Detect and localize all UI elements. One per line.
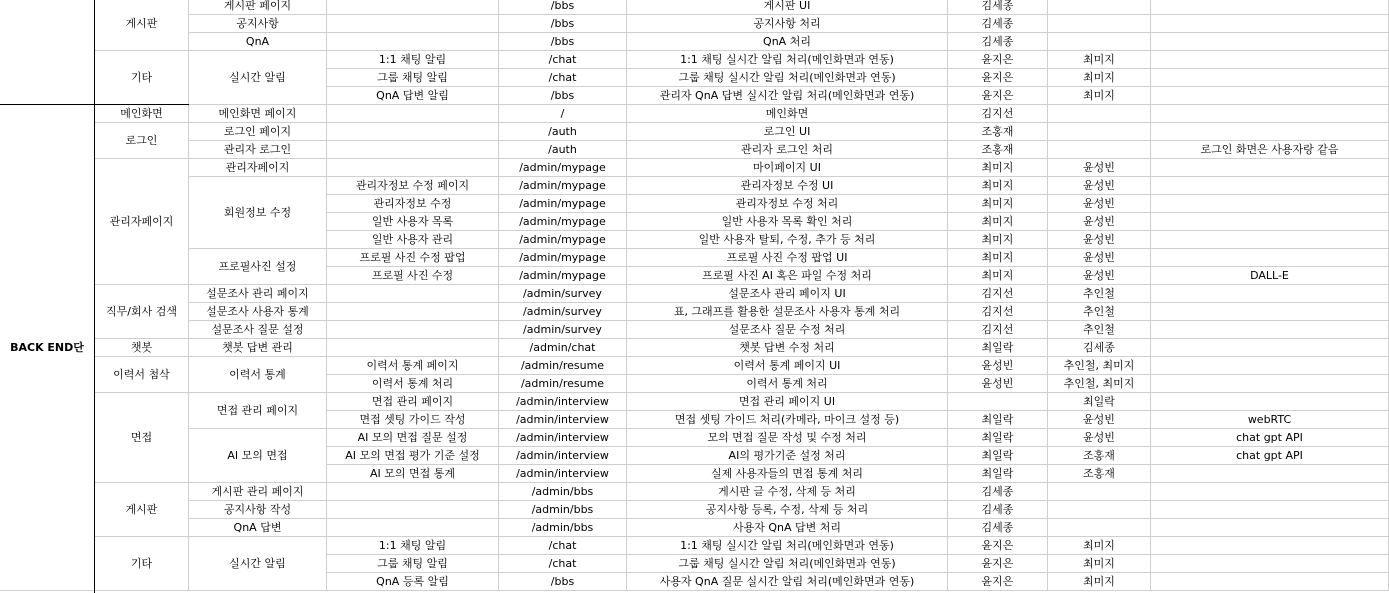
note-cell[interactable] — [1151, 177, 1389, 195]
route-cell[interactable]: /admin/interview — [499, 465, 627, 483]
sub-page-cell[interactable]: 프로필 사진 수정 팝업 — [327, 249, 499, 267]
note-cell[interactable] — [1151, 339, 1389, 357]
route-cell[interactable]: /admin/mypage — [499, 213, 627, 231]
note-cell[interactable] — [1151, 33, 1389, 51]
description-cell[interactable]: 게시판 글 수정, 삭제 등 처리 — [627, 483, 948, 501]
route-cell[interactable]: /admin/interview — [499, 429, 627, 447]
sub-page-cell[interactable] — [327, 303, 499, 321]
route-cell[interactable]: /chat — [499, 51, 627, 69]
description-cell[interactable]: 관리자 로그인 처리 — [627, 141, 948, 159]
route-cell[interactable]: /bbs — [499, 15, 627, 33]
route-cell[interactable]: /auth — [499, 141, 627, 159]
assignee-cell[interactable]: 최미지 — [948, 267, 1048, 285]
assignee-cell[interactable]: 최미지 — [948, 177, 1048, 195]
reviewer-cell[interactable] — [1048, 15, 1151, 33]
reviewer-cell[interactable] — [1048, 141, 1151, 159]
subgroup-cell[interactable]: 이력서 통계 — [189, 357, 327, 393]
sub-page-cell[interactable] — [327, 159, 499, 177]
sub-page-cell[interactable] — [327, 519, 499, 537]
sub-page-cell[interactable]: 그룹 채팅 알림 — [327, 555, 499, 573]
reviewer-cell[interactable] — [1048, 105, 1151, 123]
description-cell[interactable]: 공지사항 등록, 수정, 삭제 등 처리 — [627, 501, 948, 519]
sub-page-cell[interactable]: 1:1 채팅 알림 — [327, 51, 499, 69]
page-cell[interactable]: 설문조사 질문 설정 — [189, 321, 327, 339]
note-cell[interactable] — [1151, 501, 1389, 519]
description-cell[interactable]: 메인화면 — [627, 105, 948, 123]
reviewer-cell[interactable]: 최일락 — [1048, 393, 1151, 411]
assignee-cell[interactable]: 최일락 — [948, 447, 1048, 465]
description-cell[interactable]: 공지사항 처리 — [627, 15, 948, 33]
note-cell[interactable] — [1151, 537, 1389, 555]
assignee-cell[interactable]: 최일락 — [948, 465, 1048, 483]
description-cell[interactable]: 실제 사용자들의 면접 통계 처리 — [627, 465, 948, 483]
assignee-cell[interactable]: 김지선 — [948, 303, 1048, 321]
description-cell[interactable]: 설문조사 관리 페이지 UI — [627, 285, 948, 303]
reviewer-cell[interactable]: 윤성빈 — [1048, 159, 1151, 177]
subgroup-cell[interactable]: 프로필사진 설정 — [189, 249, 327, 285]
sub-page-cell[interactable]: 1:1 채팅 알림 — [327, 537, 499, 555]
group-cell[interactable]: 기타 — [95, 51, 189, 105]
assignee-cell[interactable]: 조홍재 — [948, 123, 1048, 141]
route-cell[interactable]: /auth — [499, 123, 627, 141]
page-cell[interactable]: 게시판 페이지 — [189, 0, 327, 15]
group-cell[interactable]: 관리자페이지 — [95, 159, 189, 285]
note-cell[interactable] — [1151, 105, 1389, 123]
reviewer-cell[interactable]: 조홍재 — [1048, 465, 1151, 483]
sub-page-cell[interactable]: 관리자정보 수정 페이지 — [327, 177, 499, 195]
group-cell[interactable]: 이력서 첨삭 — [95, 357, 189, 393]
route-cell[interactable]: /admin/resume — [499, 357, 627, 375]
route-cell[interactable]: /admin/mypage — [499, 249, 627, 267]
reviewer-cell[interactable]: 윤성빈 — [1048, 213, 1151, 231]
note-cell[interactable] — [1151, 519, 1389, 537]
page-cell[interactable]: 설문조사 사용자 통계 — [189, 303, 327, 321]
description-cell[interactable]: 모의 면접 질문 작성 및 수정 처리 — [627, 429, 948, 447]
description-cell[interactable]: 이력서 통계 페이지 UI — [627, 357, 948, 375]
reviewer-cell[interactable]: 윤성빈 — [1048, 411, 1151, 429]
assignee-cell[interactable]: 윤성빈 — [948, 375, 1048, 393]
reviewer-cell[interactable]: 추인철 — [1048, 303, 1151, 321]
note-cell[interactable] — [1151, 51, 1389, 69]
note-cell[interactable] — [1151, 321, 1389, 339]
reviewer-cell[interactable]: 윤성빈 — [1048, 195, 1151, 213]
note-cell[interactable] — [1151, 375, 1389, 393]
route-cell[interactable]: /chat — [499, 555, 627, 573]
page-cell[interactable]: 관리자페이지 — [189, 159, 327, 177]
subgroup-cell[interactable]: 면접 관리 페이지 — [189, 393, 327, 429]
sub-page-cell[interactable] — [327, 123, 499, 141]
description-cell[interactable]: 표, 그래프를 활용한 설문조사 사용자 통계 처리 — [627, 303, 948, 321]
sub-page-cell[interactable] — [327, 141, 499, 159]
assignee-cell[interactable]: 최미지 — [948, 231, 1048, 249]
reviewer-cell[interactable]: 윤성빈 — [1048, 267, 1151, 285]
description-cell[interactable]: 1:1 채팅 실시간 알림 처리(메인화면과 연동) — [627, 537, 948, 555]
sub-page-cell[interactable]: 일반 사용자 관리 — [327, 231, 499, 249]
page-cell[interactable]: 공지사항 — [189, 15, 327, 33]
sub-page-cell[interactable]: QnA 등록 알림 — [327, 573, 499, 591]
group-cell[interactable]: 면접 — [95, 393, 189, 483]
sub-page-cell[interactable]: 면접 셋팅 가이드 작성 — [327, 411, 499, 429]
assignee-cell[interactable]: 최미지 — [948, 213, 1048, 231]
note-cell[interactable] — [1151, 555, 1389, 573]
route-cell[interactable]: /admin/interview — [499, 411, 627, 429]
route-cell[interactable]: /admin/bbs — [499, 501, 627, 519]
reviewer-cell[interactable]: 최미지 — [1048, 87, 1151, 105]
assignee-cell[interactable]: 최미지 — [948, 159, 1048, 177]
reviewer-cell[interactable]: 추인철, 최미지 — [1048, 357, 1151, 375]
note-cell[interactable] — [1151, 15, 1389, 33]
reviewer-cell[interactable]: 윤성빈 — [1048, 249, 1151, 267]
route-cell[interactable]: /admin/resume — [499, 375, 627, 393]
assignee-cell[interactable] — [948, 393, 1048, 411]
route-cell[interactable]: /admin/mypage — [499, 177, 627, 195]
sub-page-cell[interactable] — [327, 501, 499, 519]
reviewer-cell[interactable]: 최미지 — [1048, 573, 1151, 591]
reviewer-cell[interactable] — [1048, 483, 1151, 501]
route-cell[interactable]: /admin/interview — [499, 393, 627, 411]
note-cell[interactable] — [1151, 0, 1389, 15]
subgroup-cell[interactable]: 실시간 알림 — [189, 537, 327, 591]
reviewer-cell[interactable]: 최미지 — [1048, 537, 1151, 555]
note-cell[interactable]: chat gpt API — [1151, 447, 1389, 465]
route-cell[interactable]: /admin/mypage — [499, 195, 627, 213]
page-cell[interactable]: 설문조사 관리 페이지 — [189, 285, 327, 303]
description-cell[interactable]: 마이페이지 UI — [627, 159, 948, 177]
sub-page-cell[interactable]: 그룹 채팅 알림 — [327, 69, 499, 87]
page-cell[interactable]: 공지사항 작성 — [189, 501, 327, 519]
assignee-cell[interactable]: 김지선 — [948, 285, 1048, 303]
note-cell[interactable] — [1151, 573, 1389, 591]
subgroup-cell[interactable]: AI 모의 면접 — [189, 429, 327, 483]
page-cell[interactable]: 로그인 페이지 — [189, 123, 327, 141]
description-cell[interactable]: 챗봇 답변 수정 처리 — [627, 339, 948, 357]
page-cell[interactable]: 관리자 로그인 — [189, 141, 327, 159]
assignee-cell[interactable]: 김지선 — [948, 105, 1048, 123]
page-cell[interactable]: 게시판 관리 페이지 — [189, 483, 327, 501]
route-cell[interactable]: /chat — [499, 69, 627, 87]
reviewer-cell[interactable]: 조홍재 — [1048, 447, 1151, 465]
group-cell[interactable]: 챗봇 — [95, 339, 189, 357]
sub-page-cell[interactable]: 관리자정보 수정 — [327, 195, 499, 213]
note-cell[interactable] — [1151, 123, 1389, 141]
sub-page-cell[interactable]: AI 모의 면접 질문 설정 — [327, 429, 499, 447]
note-cell[interactable]: 로그인 화면은 사용자랑 같음 — [1151, 141, 1389, 159]
reviewer-cell[interactable]: 윤성빈 — [1048, 177, 1151, 195]
sub-page-cell[interactable]: AI 모의 면접 평가 기준 설정 — [327, 447, 499, 465]
reviewer-cell[interactable] — [1048, 0, 1151, 15]
sub-page-cell[interactable] — [327, 0, 499, 15]
note-cell[interactable] — [1151, 87, 1389, 105]
description-cell[interactable]: 프로필 사진 AI 혹은 파일 수정 처리 — [627, 267, 948, 285]
sub-page-cell[interactable]: 프로필 사진 수정 — [327, 267, 499, 285]
assignee-cell[interactable]: 김세종 — [948, 501, 1048, 519]
route-cell[interactable]: / — [499, 105, 627, 123]
sub-page-cell[interactable] — [327, 321, 499, 339]
assignee-cell[interactable]: 김세종 — [948, 15, 1048, 33]
route-cell[interactable]: /bbs — [499, 573, 627, 591]
description-cell[interactable]: QnA 처리 — [627, 33, 948, 51]
note-cell[interactable] — [1151, 213, 1389, 231]
route-cell[interactable]: /bbs — [499, 0, 627, 15]
reviewer-cell[interactable]: 추인철 — [1048, 321, 1151, 339]
route-cell[interactable]: /admin/mypage — [499, 231, 627, 249]
reviewer-cell[interactable]: 최미지 — [1048, 51, 1151, 69]
sub-page-cell[interactable] — [327, 285, 499, 303]
assignee-cell[interactable]: 김세종 — [948, 519, 1048, 537]
description-cell[interactable]: 그룹 채팅 실시간 알림 처리(메인화면과 연동) — [627, 69, 948, 87]
route-cell[interactable]: /admin/survey — [499, 321, 627, 339]
group-cell[interactable]: 로그인 — [95, 123, 189, 159]
reviewer-cell[interactable] — [1048, 33, 1151, 51]
note-cell[interactable] — [1151, 231, 1389, 249]
route-cell[interactable]: /admin/survey — [499, 285, 627, 303]
group-cell[interactable]: 게시판 — [95, 0, 189, 51]
empty-cell[interactable] — [0, 0, 95, 105]
sub-page-cell[interactable]: QnA 답변 알림 — [327, 87, 499, 105]
assignee-cell[interactable]: 윤성빈 — [948, 357, 1048, 375]
assignee-cell[interactable]: 김지선 — [948, 321, 1048, 339]
reviewer-cell[interactable]: 추인철 — [1048, 285, 1151, 303]
page-cell[interactable]: 챗봇 답변 관리 — [189, 339, 327, 357]
sub-page-cell[interactable] — [327, 483, 499, 501]
sub-page-cell[interactable] — [327, 15, 499, 33]
description-cell[interactable]: 설문조사 질문 수정 처리 — [627, 321, 948, 339]
page-cell[interactable]: 메인화면 페이지 — [189, 105, 327, 123]
route-cell[interactable]: /admin/bbs — [499, 483, 627, 501]
note-cell[interactable] — [1151, 159, 1389, 177]
note-cell[interactable] — [1151, 195, 1389, 213]
sub-page-cell[interactable] — [327, 33, 499, 51]
assignee-cell[interactable]: 최일락 — [948, 339, 1048, 357]
assignee-cell[interactable]: 윤지은 — [948, 87, 1048, 105]
description-cell[interactable]: 일반 사용자 목록 확인 처리 — [627, 213, 948, 231]
note-cell[interactable] — [1151, 69, 1389, 87]
assignee-cell[interactable]: 최미지 — [948, 195, 1048, 213]
page-cell[interactable]: QnA — [189, 33, 327, 51]
route-cell[interactable]: /chat — [499, 537, 627, 555]
reviewer-cell[interactable]: 윤성빈 — [1048, 429, 1151, 447]
sub-page-cell[interactable]: 이력서 통계 처리 — [327, 375, 499, 393]
description-cell[interactable]: 사용자 QnA 답변 처리 — [627, 519, 948, 537]
assignee-cell[interactable]: 윤지은 — [948, 555, 1048, 573]
route-cell[interactable]: /admin/interview — [499, 447, 627, 465]
subgroup-cell[interactable]: 회원정보 수정 — [189, 177, 327, 249]
route-cell[interactable]: /admin/mypage — [499, 267, 627, 285]
group-cell[interactable]: 게시판 — [95, 483, 189, 537]
description-cell[interactable]: 면접 관리 페이지 UI — [627, 393, 948, 411]
page-cell[interactable]: QnA 답변 — [189, 519, 327, 537]
route-cell[interactable]: /admin/bbs — [499, 519, 627, 537]
description-cell[interactable]: 일반 사용자 탈퇴, 수정, 추가 등 처리 — [627, 231, 948, 249]
reviewer-cell[interactable] — [1048, 123, 1151, 141]
description-cell[interactable]: AI의 평가기준 설정 처리 — [627, 447, 948, 465]
route-cell[interactable]: /admin/chat — [499, 339, 627, 357]
assignee-cell[interactable]: 윤지은 — [948, 573, 1048, 591]
description-cell[interactable]: 관리자정보 수정 처리 — [627, 195, 948, 213]
note-cell[interactable]: chat gpt API — [1151, 429, 1389, 447]
note-cell[interactable] — [1151, 249, 1389, 267]
assignee-cell[interactable]: 윤지은 — [948, 537, 1048, 555]
group-cell[interactable]: 메인화면 — [95, 105, 189, 123]
description-cell[interactable]: 그룹 채팅 실시간 알림 처리(메인화면과 연동) — [627, 555, 948, 573]
group-cell[interactable]: 기타 — [95, 537, 189, 591]
route-cell[interactable]: /admin/mypage — [499, 159, 627, 177]
note-cell[interactable] — [1151, 357, 1389, 375]
description-cell[interactable]: 관리자 QnA 답변 실시간 알림 처리(메인화면과 연동) — [627, 87, 948, 105]
description-cell[interactable]: 프로필 사진 수정 팝업 UI — [627, 249, 948, 267]
note-cell[interactable]: DALL-E — [1151, 267, 1389, 285]
route-cell[interactable]: /bbs — [499, 87, 627, 105]
route-cell[interactable]: /admin/survey — [499, 303, 627, 321]
sub-page-cell[interactable]: AI 모의 면접 통계 — [327, 465, 499, 483]
description-cell[interactable]: 1:1 채팅 실시간 알림 처리(메인화면과 연동) — [627, 51, 948, 69]
route-cell[interactable]: /bbs — [499, 33, 627, 51]
description-cell[interactable]: 관리자정보 수정 UI — [627, 177, 948, 195]
note-cell[interactable] — [1151, 303, 1389, 321]
reviewer-cell[interactable]: 김세종 — [1048, 339, 1151, 357]
note-cell[interactable] — [1151, 465, 1389, 483]
reviewer-cell[interactable] — [1048, 501, 1151, 519]
sub-page-cell[interactable] — [327, 105, 499, 123]
assignee-cell[interactable]: 김세종 — [948, 33, 1048, 51]
assignee-cell[interactable]: 윤지은 — [948, 69, 1048, 87]
note-cell[interactable] — [1151, 483, 1389, 501]
sub-page-cell[interactable]: 일반 사용자 목록 — [327, 213, 499, 231]
reviewer-cell[interactable] — [1048, 519, 1151, 537]
assignee-cell[interactable]: 윤지은 — [948, 51, 1048, 69]
reviewer-cell[interactable]: 추인철, 최미지 — [1048, 375, 1151, 393]
subgroup-cell[interactable]: 실시간 알림 — [189, 51, 327, 105]
note-cell[interactable]: webRTC — [1151, 411, 1389, 429]
description-cell[interactable]: 로그인 UI — [627, 123, 948, 141]
reviewer-cell[interactable]: 최미지 — [1048, 555, 1151, 573]
description-cell[interactable]: 게시판 UI — [627, 0, 948, 15]
sub-page-cell[interactable]: 면접 관리 페이지 — [327, 393, 499, 411]
description-cell[interactable]: 사용자 QnA 질문 실시간 알림 처리(메인화면과 연동) — [627, 573, 948, 591]
assignee-cell[interactable]: 최미지 — [948, 249, 1048, 267]
assignee-cell[interactable]: 최일락 — [948, 411, 1048, 429]
section-label[interactable]: BACK END단 — [0, 105, 95, 591]
assignee-cell[interactable]: 김세종 — [948, 483, 1048, 501]
sub-page-cell[interactable]: 이력서 통계 페이지 — [327, 357, 499, 375]
reviewer-cell[interactable]: 윤성빈 — [1048, 231, 1151, 249]
assignee-cell[interactable]: 조홍재 — [948, 141, 1048, 159]
sub-page-cell[interactable] — [327, 339, 499, 357]
assignee-cell[interactable]: 김세종 — [948, 0, 1048, 15]
description-cell[interactable]: 면접 셋팅 가이드 처리(카메라, 마이크 설정 등) — [627, 411, 948, 429]
assignee-cell[interactable]: 최일락 — [948, 429, 1048, 447]
description-cell[interactable]: 이력서 통계 처리 — [627, 375, 948, 393]
note-cell[interactable] — [1151, 285, 1389, 303]
group-cell[interactable]: 직무/회사 검색 — [95, 285, 189, 339]
note-cell[interactable] — [1151, 393, 1389, 411]
reviewer-cell[interactable]: 최미지 — [1048, 69, 1151, 87]
